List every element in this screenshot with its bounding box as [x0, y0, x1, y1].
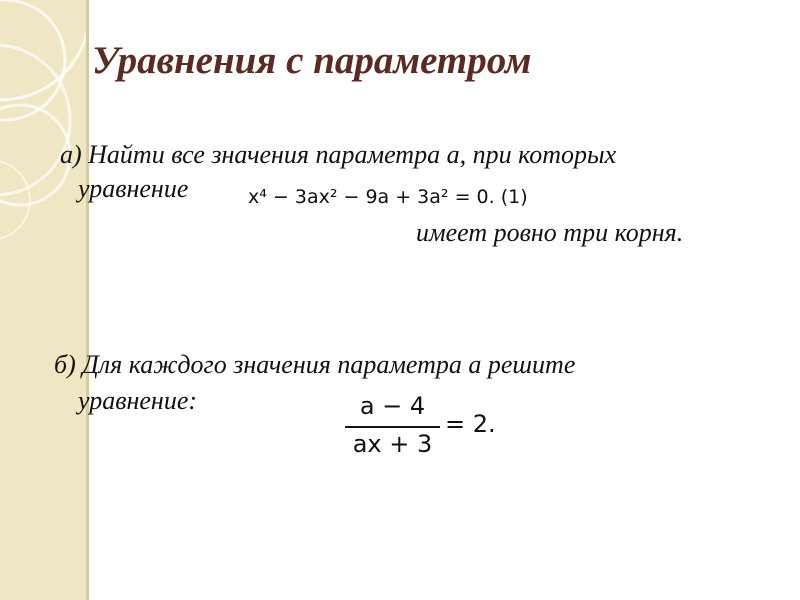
- task-b-line-2: уравнение:: [78, 386, 198, 415]
- equation-right-side: = 2.: [445, 410, 496, 438]
- task-b-line-1: б) Для каждого значения параметра а решите: [54, 350, 576, 379]
- slide-title: Уравнения с параметром: [92, 39, 532, 82]
- task-a-line-1: а) Найти все значения параметра а, при которых: [60, 140, 617, 169]
- task-a-line-2: уравнение: [78, 174, 189, 203]
- task-a-equation: x⁴ − 3ax² − 9a + 3a² = 0. (1): [248, 186, 528, 208]
- fraction-bar: [345, 426, 440, 428]
- decorative-circles: [0, 0, 86, 600]
- task-a-line-3: имеет ровно три корня.: [416, 218, 684, 247]
- fraction-numerator: a − 4: [359, 392, 426, 420]
- fraction-denominator: ax + 3: [352, 430, 433, 458]
- sidebar-divider: [86, 0, 89, 600]
- decorative-sidebar: [0, 0, 86, 600]
- task-b-equation: [345, 392, 505, 464]
